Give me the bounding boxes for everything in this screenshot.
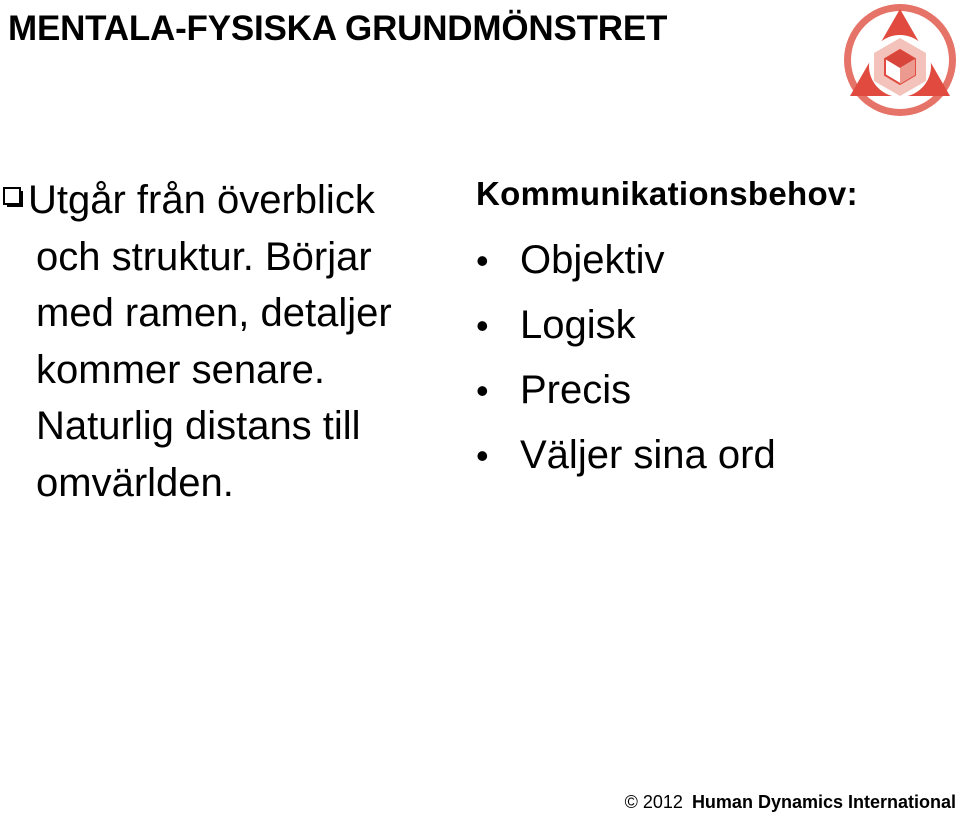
list-item [476, 293, 956, 358]
bullet-icon: • [476, 435, 489, 476]
communication-needs-list [476, 228, 956, 488]
list-item [476, 358, 956, 423]
copyright-footer [625, 792, 956, 813]
copyright-year: 2012 [642, 792, 683, 812]
organization-name: Human Dynamics International [691, 792, 956, 812]
list-item-label: Logisk [520, 303, 636, 347]
left-paragraph [0, 172, 440, 511]
bullet-icon: • [476, 370, 489, 411]
list-item-label: Objektiv [520, 238, 665, 282]
bullet-icon: • [476, 240, 489, 281]
bullet-icon: • [476, 305, 489, 346]
list-item [476, 228, 956, 293]
human-dynamics-logo-icon [842, 2, 958, 118]
communication-needs-heading: Kommunikationsbehov: [476, 175, 858, 212]
copyright-symbol: © [624, 792, 638, 812]
list-item-label: Precis [520, 368, 632, 412]
list-item [476, 423, 956, 488]
right-column [476, 172, 956, 488]
list-item-label: Väljer sina ord [520, 433, 776, 477]
left-text-rest: överblick och struktur. Börjar med ramen, detaljer kommer senare. Naturlig distans till omvärlden. [36, 178, 392, 505]
slide-title: MENTALA-FYSISKA GRUNDMÖNSTRET [8, 9, 668, 48]
left-text-first: Utgår från [28, 178, 206, 222]
